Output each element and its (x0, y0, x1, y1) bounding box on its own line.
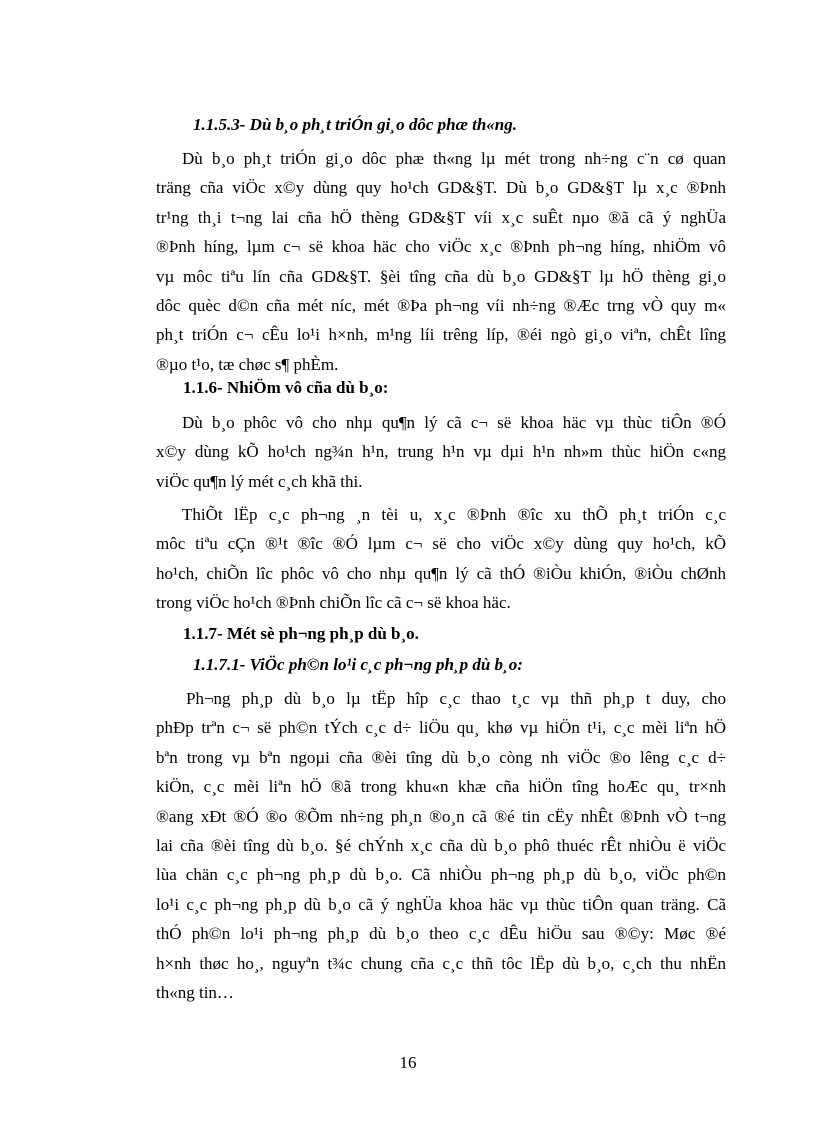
text-line: ThiÕt lËp c¸c ph¬ng ¸n tèi u, x¸c ®Þnh ®îc xu thÕ ph¸t triÓn c¸c (182, 505, 726, 524)
text-line: kiÖn, c¸c mèi liªn hÖ ®ã trong khu«n khæ cña hiÖn tîng hoÆc qu¸ tr×nh (156, 777, 726, 797)
text-line: lùa chän c¸c ph¬ng ph¸p dù b¸o. Cã nhiÒu ph¬ng ph¸p dù b¸o, viÖc ph©n (156, 865, 726, 885)
text-line: th«ng tin… (156, 983, 234, 1003)
paragraph-forecast-general-education (156, 144, 726, 379)
text-line: dôc quèc d©n cña mét níc, mét ®Þa ph¬ng víi nh÷ng ®Æc trng vÒ quy m« (156, 296, 726, 316)
text-line: ph¸t triÓn c¬ cÊu lo¹i h×nh, m¹ng líi trêng líp, ®éi ngò gi¸o viªn, chÊt lîng (156, 325, 726, 345)
text-line: thÓ ph©n lo¹i ph¬ng ph¸p dù b¸o theo c¸c dÊu hiÖu sau ®©y: Møc ®é (156, 924, 726, 944)
text-line: h×nh thøc ho¸, nguyªn t¾c chung cña c¸c thñ tôc lËp dù b¸o, c¸ch thu nhËn (156, 953, 726, 973)
heading-1-1-7: 1.1.7- Mét sè ph¬ng ph¸p dù b¸o. (183, 624, 419, 643)
heading-1-1-5-3: 1.1.5.3- Dù b¸o ph¸t triÓn gi¸o dôc phæ th«ng. (193, 115, 517, 134)
text-line: phÐp trªn c¬ së ph©n tÝch c¸c d÷ liÖu qu¸ khø vµ hiÖn t¹i, c¸c mèi liªn hÖ (156, 718, 726, 738)
text-line: môc tiªu cÇn ®¹t ®îc ®Ó lµm c¬ së cho viÖc x©y dùng quy ho¹ch, kÕ (156, 534, 726, 554)
text-line: ho¹ch, chiÕn lîc phôc vô cho nhµ qu¶n lý cã thÓ ®iÒu khiÓn, ®iÒu chØnh (156, 563, 726, 583)
page-number: 16 (399, 1053, 417, 1072)
text-line: ®µo t¹o, tæ chøc s¶ phÈm. (156, 354, 339, 374)
text-line: viÖc qu¶n lý mét c¸ch khã thi. (156, 471, 363, 491)
text-line: bªn trong vµ bªn ngoµi cña ®èi tîng dù b¸o còng nh viÖc ®o lêng c¸c d÷ (156, 747, 726, 767)
text-line: Dù b¸o ph¸t triÓn gi¸o dôc phæ th«ng lµ mét trong nh÷ng c¨n cø quan (182, 149, 726, 168)
paragraph-forecast-tasks (156, 408, 726, 496)
text-line: Dù b¸o phôc vô cho nhµ qu¶n lý cã c¬ së khoa häc vµ thùc tiÔn ®Ó (182, 413, 726, 432)
text-line: vµ môc tiªu lín cña GD&§T. §èi tîng cña dù b¸o GD&§T lµ hÖ thèng gi¸o (156, 266, 726, 286)
text-line: x©y dùng kÕ ho¹ch ng¾n h¹n, trung h¹n vµ dµi h¹n nh»m thùc hiÖn c«ng (156, 442, 726, 462)
heading-1-1-6: 1.1.6- NhiÖm vô cña dù b¸o: (183, 378, 389, 397)
text-line: träng cña viÖc x©y dùng quy ho¹ch GD&§T. Dù b¸o GD&§T lµ x¸c ®Þnh (156, 178, 726, 198)
paragraph-classification-methods (156, 684, 726, 1007)
heading-1-1-7-1: 1.1.7.1- ViÖc ph©n lo¹i c¸c ph¬ng ph¸p dù b¸o: (193, 655, 523, 674)
text-line: ®Þnh híng, lµm c¬ së khoa häc cho viÖc x¸c ®Þnh ph¬ng híng, nhiÖm vô (156, 237, 726, 257)
text-line: trong viÖc ho¹ch ®Þnh chiÕn lîc cã c¬ së khoa häc. (156, 593, 511, 613)
paragraph-establish-plans (156, 500, 726, 618)
text-line: lai cña ®èi tîng dù b¸o. §é chÝnh x¸c cña dù b¸o phô thuéc rÊt nhiÒu ë viÖc (156, 836, 726, 856)
text-line: lo¹i c¸c ph¬ng ph¸p dù b¸o cã ý nghÜa khoa häc vµ thùc tiÔn quan träng. Cã (156, 894, 726, 914)
text-line: Ph¬ng ph¸p dù b¸o lµ tËp hîp c¸c thao t¸c vµ thñ ph¸p t duy, cho (186, 689, 726, 708)
text-line: ®ang xÐt ®Ó ®o ®Õm nh÷ng ph¸n ®o¸n cã ®é tin cËy nhÊt ®Þnh vÒ t¬ng (156, 806, 726, 826)
text-line: tr¹ng th¸i t¬ng lai cña hÖ thèng GD&§T víi x¸c suÊt nµo ®ã cã ý nghÜa (156, 207, 726, 227)
